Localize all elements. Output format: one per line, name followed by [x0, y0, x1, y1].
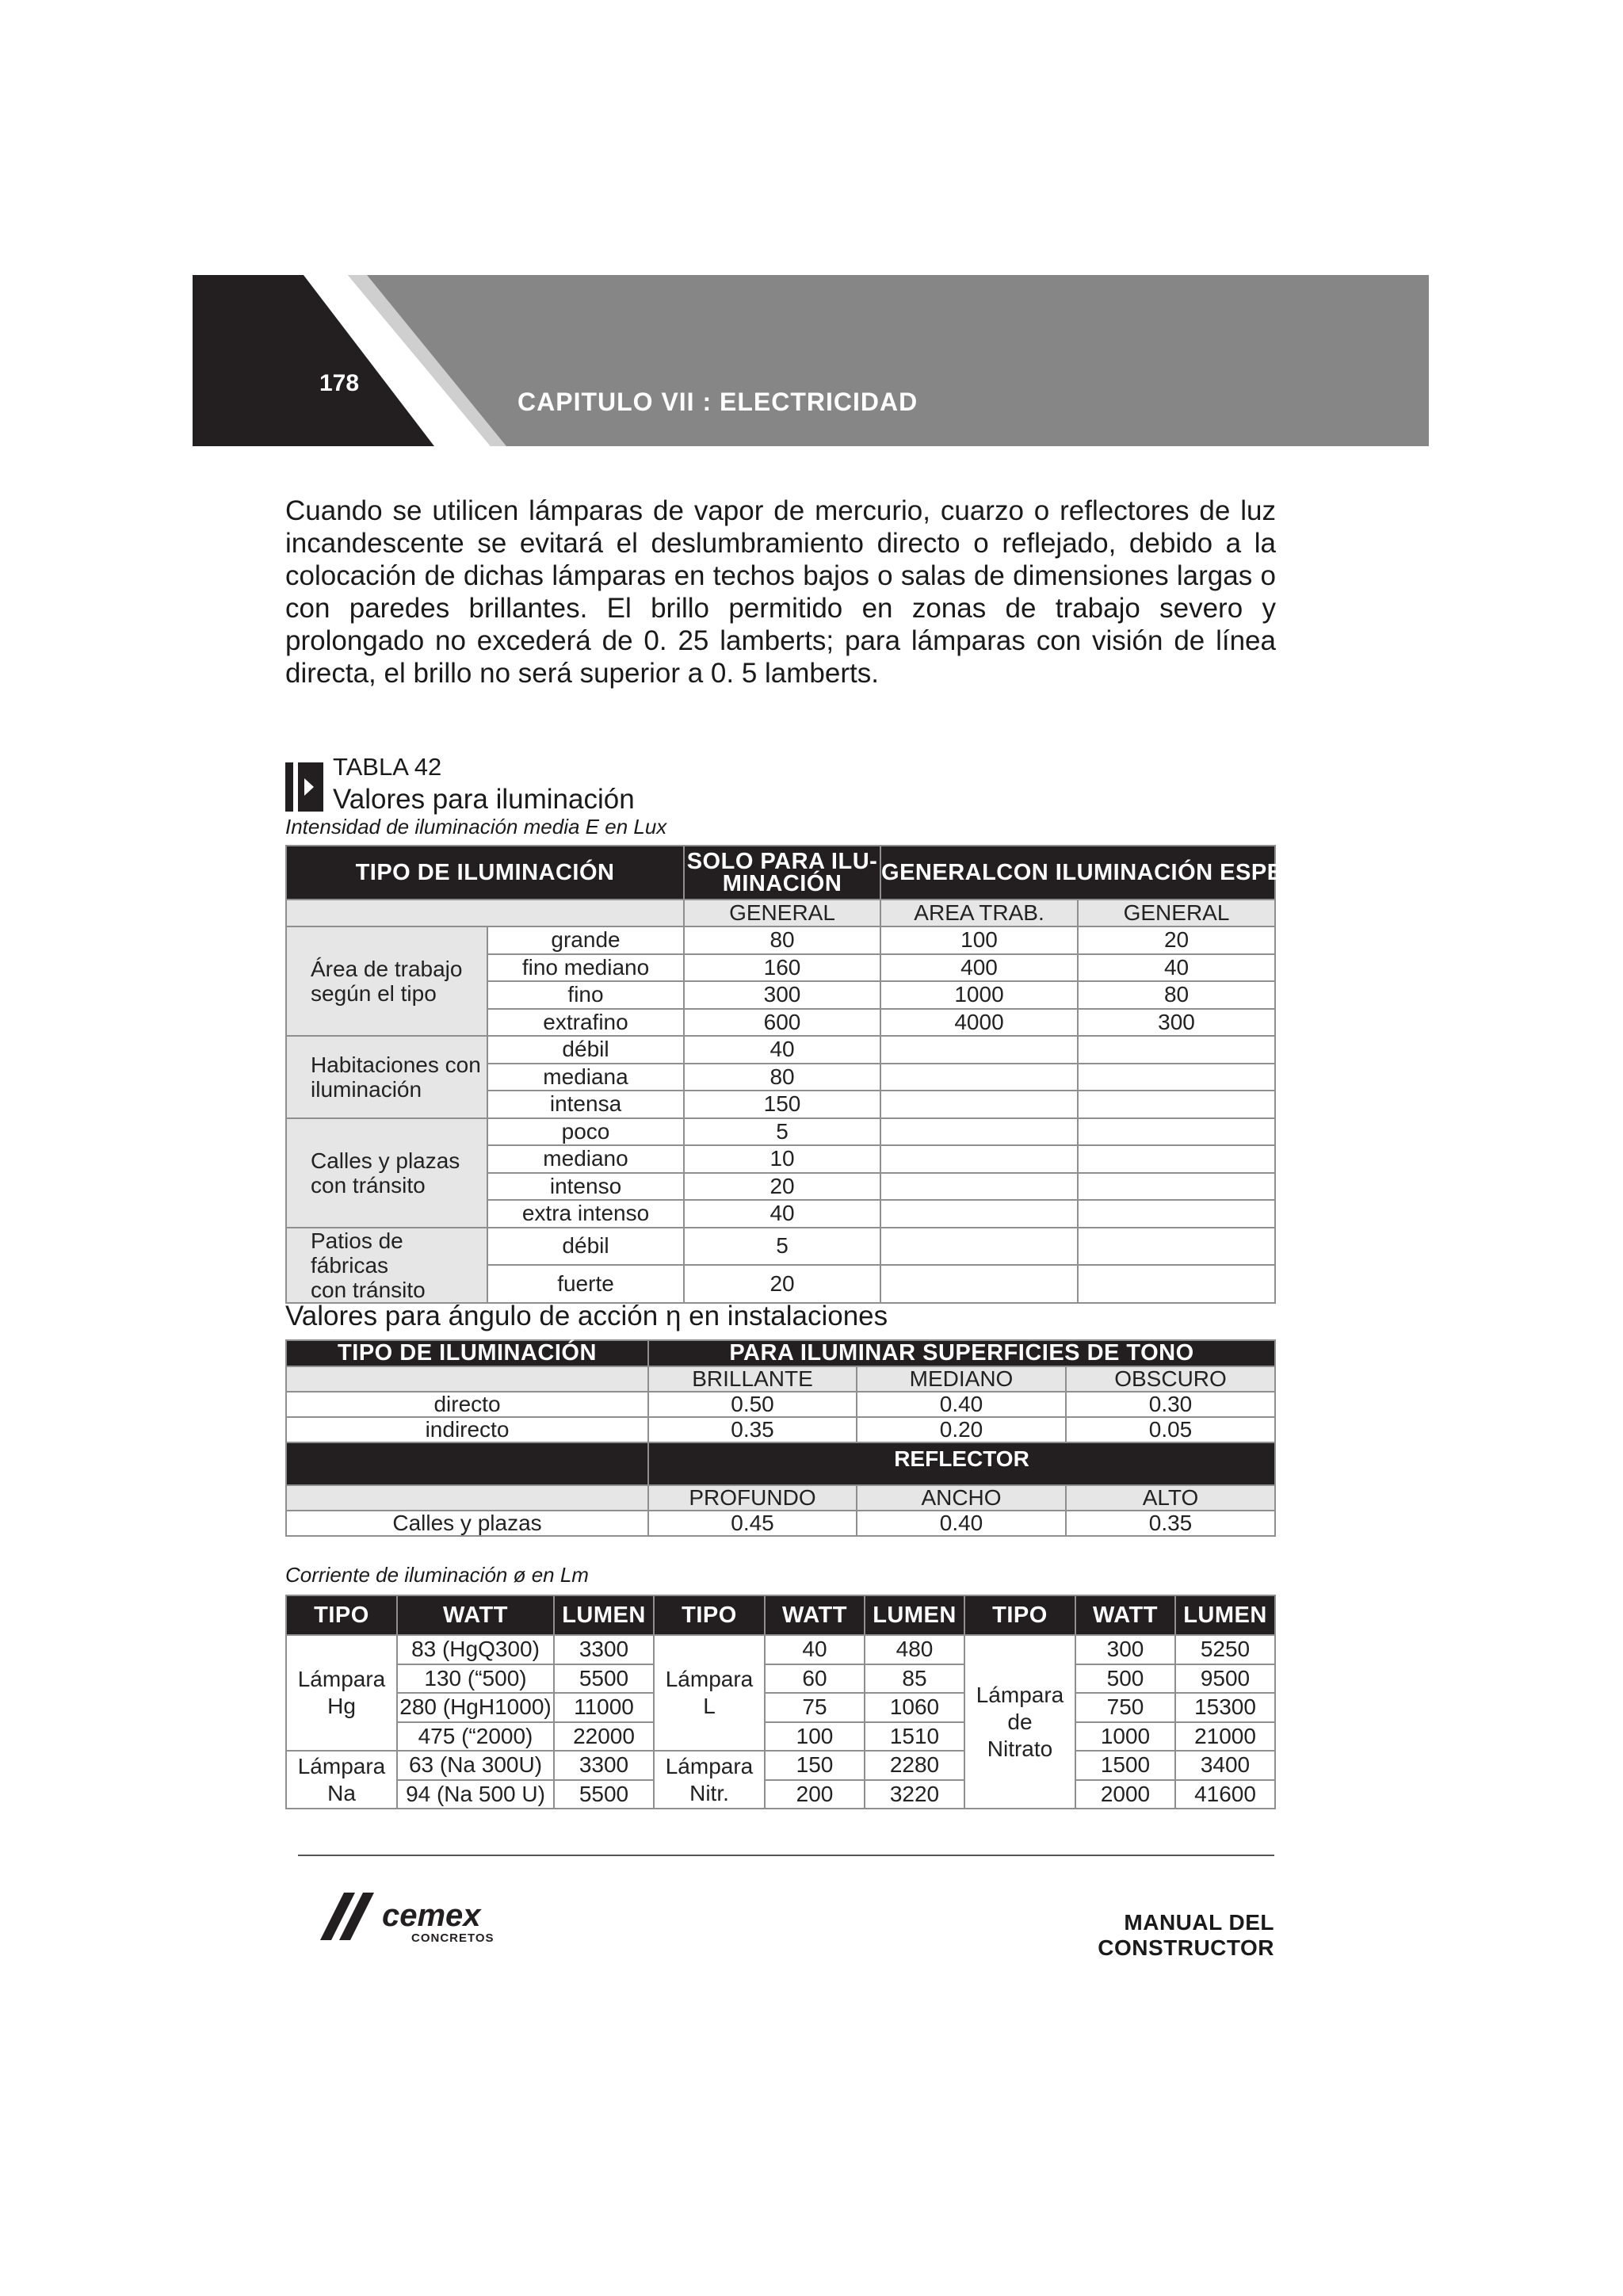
- cemex-logo: [320, 1893, 526, 1943]
- group-label-area-trabajo: [286, 926, 487, 1036]
- lumen-cell: 480: [865, 1635, 964, 1664]
- group-label-line1: Calles y plazas: [311, 1148, 460, 1173]
- lamp-type-line2: Nitr.: [689, 1780, 729, 1805]
- sub-type-cell: fino mediano: [487, 954, 684, 982]
- header-lumen: LUMEN: [554, 1595, 654, 1635]
- header-lumen: LUMEN: [1175, 1595, 1275, 1635]
- sub-type-cell: extra intenso: [487, 1200, 684, 1228]
- subheader-obscuro: OBSCURO: [1066, 1366, 1275, 1392]
- solo-value-cell: 20: [684, 1265, 880, 1303]
- lamp-type-nitrato: [964, 1635, 1075, 1809]
- page-number: 178: [319, 370, 360, 396]
- header-watt: WATT: [1075, 1595, 1175, 1635]
- table-row: [286, 1036, 1275, 1064]
- area-value-cell: [880, 1091, 1078, 1118]
- table-label: TABLA 42: [333, 753, 442, 781]
- table-row: [286, 1751, 1275, 1780]
- area-value-cell: 1000: [880, 981, 1078, 1009]
- footer-divider: [298, 1855, 1274, 1856]
- header-watt: WATT: [397, 1595, 554, 1635]
- group-label-line2: iluminación: [311, 1076, 422, 1102]
- value-cell: 0.05: [1066, 1417, 1275, 1442]
- header-tipo: TIPO: [286, 1595, 397, 1635]
- group-label-line2: con tránsito: [311, 1277, 426, 1302]
- header-para-iluminar: PARA ILUMINAR SUPERFICIES DE TONO: [648, 1340, 1275, 1366]
- solo-value-cell: 160: [684, 954, 880, 982]
- watt-cell: 60: [765, 1664, 865, 1694]
- group-label-calles: [286, 1118, 487, 1228]
- value-cell: 0.20: [857, 1417, 1066, 1442]
- table-subheader-row: [286, 900, 1275, 926]
- value-cell: 0.40: [857, 1392, 1066, 1417]
- lamp-type-hg: [286, 1635, 397, 1751]
- lamp-type-line2: Hg: [327, 1694, 356, 1718]
- watt-cell: 300: [1075, 1635, 1175, 1664]
- header-diagonal-graphic: [193, 275, 1429, 446]
- lamp-type-na: [286, 1751, 397, 1809]
- solo-value-cell: 600: [684, 1009, 880, 1037]
- subheader-empty: [286, 1366, 648, 1392]
- lamp-type-line2: L: [703, 1694, 716, 1718]
- angle-table-title: Valores para ángulo de acción η en instalaciones: [285, 1301, 888, 1331]
- table-row: [286, 1780, 1275, 1809]
- lumen-cell: 3300: [554, 1751, 654, 1780]
- value-cell: 0.35: [648, 1417, 857, 1442]
- lumen-cell: 1060: [865, 1693, 964, 1722]
- lumen-cell: 9500: [1175, 1664, 1275, 1694]
- lamp-type-line2: de: [1007, 1709, 1033, 1734]
- lumen-cell: 5500: [554, 1780, 654, 1809]
- area-value-cell: [880, 1036, 1078, 1064]
- table-title: Valores para iluminación: [333, 784, 635, 815]
- table-header-row: [286, 1595, 1275, 1635]
- reflector-empty: [286, 1442, 648, 1485]
- value-cell: 0.45: [648, 1511, 857, 1536]
- general-value-cell: 80: [1078, 981, 1275, 1009]
- header-watt: WATT: [765, 1595, 865, 1635]
- area-value-cell: [880, 1145, 1078, 1173]
- area-value-cell: [880, 1200, 1078, 1228]
- lamp-type-line2: Na: [327, 1780, 356, 1805]
- solo-value-cell: 150: [684, 1091, 880, 1118]
- lamp-type-line1: Lámpara: [976, 1682, 1064, 1707]
- watt-cell: 475 (“2000): [397, 1722, 554, 1752]
- table-row: [286, 1417, 1275, 1442]
- solo-value-cell: 10: [684, 1145, 880, 1173]
- header-tipo: TIPO: [964, 1595, 1075, 1635]
- table-row: [286, 1635, 1275, 1664]
- watt-cell: 63 (Na 300U): [397, 1751, 554, 1780]
- table-row: [286, 1722, 1275, 1752]
- sub-type-cell: mediana: [487, 1064, 684, 1091]
- subheader-alto: ALTO: [1066, 1485, 1275, 1511]
- subheader-general-2: GENERAL: [1078, 900, 1275, 926]
- solo-value-cell: 80: [684, 926, 880, 954]
- solo-value-cell: 40: [684, 1036, 880, 1064]
- table-row: [286, 1511, 1275, 1536]
- watt-cell: 94 (Na 500 U): [397, 1780, 554, 1809]
- solo-value-cell: 40: [684, 1200, 880, 1228]
- sub-type-cell: grande: [487, 926, 684, 954]
- table-subheader-row: [286, 1366, 1275, 1392]
- lumen-cell: 5250: [1175, 1635, 1275, 1664]
- group-label-line1: Habitaciones con: [311, 1052, 481, 1077]
- general-value-cell: [1078, 1036, 1275, 1064]
- sub-type-cell: débil: [487, 1036, 684, 1064]
- watt-cell: 500: [1075, 1664, 1175, 1694]
- area-value-cell: 4000: [880, 1009, 1078, 1037]
- lumen-cell: 2280: [865, 1751, 964, 1780]
- sub-type-cell: poco: [487, 1118, 684, 1146]
- header-reflector: REFLECTOR: [648, 1442, 1275, 1485]
- lumen-cell: 3300: [554, 1635, 654, 1664]
- table-row: [286, 1392, 1275, 1417]
- header-general-especial: GENERALCON ILUMINACIÓN ESPECIAL: [880, 846, 1275, 900]
- solo-value-cell: 5: [684, 1118, 880, 1146]
- group-label-line2: según el tipo: [311, 981, 437, 1006]
- table-row: [286, 1228, 1275, 1266]
- row-label-indirecto: indirecto: [286, 1417, 648, 1442]
- action-angle-table: [285, 1339, 1276, 1537]
- illumination-lux-table: [285, 845, 1338, 1304]
- subheader-profundo: PROFUNDO: [648, 1485, 857, 1511]
- lamp-type-line1: Lámpara: [297, 1753, 386, 1778]
- group-label-line2: con tránsito: [311, 1172, 426, 1198]
- header-solo: [684, 846, 880, 900]
- value-cell: 0.35: [1066, 1511, 1275, 1536]
- sub-type-cell: débil: [487, 1228, 684, 1266]
- row-label-calles: Calles y plazas: [286, 1511, 648, 1536]
- area-value-cell: [880, 1228, 1078, 1266]
- general-value-cell: [1078, 1064, 1275, 1091]
- area-value-cell: 100: [880, 926, 1078, 954]
- manual-title: MANUAL DEL CONSTRUCTOR: [1098, 1910, 1274, 1960]
- solo-value-cell: 80: [684, 1064, 880, 1091]
- lumen-cell: 22000: [554, 1722, 654, 1752]
- row-label-directo: directo: [286, 1392, 648, 1417]
- intro-paragraph: Cuando se utilicen lámparas de vapor de mercurio, cuarzo o reflectores de luz incandescente se evitará el deslumbramiento directo o reflejado, debido a la colocación de dichas lámparas en techos bajos o salas de dimensiones largas o con paredes brillantes. El brillo permitido en zonas de trabajo severo y prolongado no excederá de 0. 25 lamberts; para lámparas con visión de línea directa, el brillo no será superior a 0. 5 lamberts.: [285, 495, 1276, 689]
- watt-cell: 40: [765, 1635, 865, 1664]
- lumen-cell: 21000: [1175, 1722, 1275, 1752]
- watt-cell: 75: [765, 1693, 865, 1722]
- subheader-general: GENERAL: [684, 900, 880, 926]
- general-value-cell: [1078, 1145, 1275, 1173]
- table-row: [286, 1118, 1275, 1146]
- lamp-type-l: [654, 1635, 765, 1751]
- lumen-cell: 11000: [554, 1693, 654, 1722]
- table-row: [286, 1693, 1275, 1722]
- lumen-cell: 3220: [865, 1780, 964, 1809]
- table-row: [286, 1664, 1275, 1694]
- lamp-type-nitr: [654, 1751, 765, 1809]
- area-value-cell: 400: [880, 954, 1078, 982]
- lumen-cell: 5500: [554, 1664, 654, 1694]
- watt-cell: 2000: [1075, 1780, 1175, 1809]
- chapter-header: [193, 275, 1429, 446]
- group-label-patios: [286, 1228, 487, 1303]
- watt-cell: 280 (HgH1000): [397, 1693, 554, 1722]
- lamp-type-line1: Lámpara: [665, 1667, 754, 1691]
- subheader-area-trab: AREA TRAB.: [880, 900, 1078, 926]
- watt-cell: 100: [765, 1722, 865, 1752]
- subheader-brillante: BRILLANTE: [648, 1366, 857, 1392]
- group-label-line1: Patios de fábricas: [311, 1228, 403, 1278]
- table-subheader-row: [286, 1485, 1275, 1511]
- lamp-type-line3: Nitrato: [987, 1736, 1053, 1761]
- value-cell: 0.50: [648, 1392, 857, 1417]
- sub-type-cell: intensa: [487, 1091, 684, 1118]
- general-value-cell: [1078, 1091, 1275, 1118]
- logo-subtitle: CONCRETOS: [411, 1931, 495, 1945]
- value-cell: 0.30: [1066, 1392, 1275, 1417]
- header-solo-line1: SOLO PARA ILU-: [686, 849, 878, 874]
- area-value-cell: [880, 1064, 1078, 1091]
- header-tipo: TIPO: [654, 1595, 765, 1635]
- lumen-cell: 85: [865, 1664, 964, 1694]
- subheader-ancho: ANCHO: [857, 1485, 1066, 1511]
- lamp-type-line1: Lámpara: [665, 1753, 754, 1778]
- subheader-empty: [286, 1485, 648, 1511]
- area-value-cell: [880, 1265, 1078, 1303]
- sub-type-cell: fino: [487, 981, 684, 1009]
- header-tipo: TIPO DE ILUMINACIÓN: [286, 1340, 648, 1366]
- watt-cell: 200: [765, 1780, 865, 1809]
- lumen-cell: 41600: [1175, 1780, 1275, 1809]
- general-value-cell: 40: [1078, 954, 1275, 982]
- sub-type-cell: extrafino: [487, 1009, 684, 1037]
- watt-cell: 150: [765, 1751, 865, 1780]
- sub-type-cell: intenso: [487, 1173, 684, 1201]
- table-marker-icon: [285, 762, 323, 812]
- header-lumen: LUMEN: [865, 1595, 964, 1635]
- subheader-empty: [286, 900, 684, 926]
- lumen-table: [285, 1595, 1276, 1809]
- general-value-cell: 300: [1078, 1009, 1275, 1037]
- lumen-cell: 3400: [1175, 1751, 1275, 1780]
- header-solo-line2: MINACIÓN: [722, 871, 842, 896]
- solo-value-cell: 20: [684, 1173, 880, 1201]
- caption-lux: Intensidad de iluminación media E en Lux: [285, 815, 667, 839]
- solo-value-cell: 5: [684, 1228, 880, 1266]
- watt-cell: 130 (“500): [397, 1664, 554, 1694]
- logo-wordmark: cemex: [382, 1898, 481, 1933]
- watt-cell: 83 (HgQ300): [397, 1635, 554, 1664]
- lamp-type-line1: Lámpara: [297, 1667, 386, 1691]
- group-label-habitaciones: [286, 1036, 487, 1118]
- solo-value-cell: 300: [684, 981, 880, 1009]
- watt-cell: 1500: [1075, 1751, 1175, 1780]
- general-value-cell: [1078, 1118, 1275, 1146]
- area-value-cell: [880, 1118, 1078, 1146]
- area-value-cell: [880, 1173, 1078, 1201]
- table-header-row: [286, 846, 1275, 900]
- value-cell: 0.40: [857, 1511, 1066, 1536]
- general-value-cell: [1078, 1265, 1275, 1303]
- watt-cell: 1000: [1075, 1722, 1175, 1752]
- table-header-row: [286, 1340, 1275, 1366]
- watt-cell: 750: [1075, 1693, 1175, 1722]
- general-value-cell: [1078, 1173, 1275, 1201]
- caption-lumen: Corriente de iluminación ø en Lm: [285, 1563, 589, 1587]
- lumen-cell: 15300: [1175, 1693, 1275, 1722]
- subheader-mediano: MEDIANO: [857, 1366, 1066, 1392]
- chapter-title: CAPITULO VII : ELECTRICIDAD: [517, 388, 918, 416]
- lumen-cell: 1510: [865, 1722, 964, 1752]
- group-label-line1: Área de trabajo: [311, 957, 463, 981]
- table-header-row: [286, 1442, 1275, 1485]
- header-tipo: TIPO DE ILUMINACIÓN: [286, 846, 684, 900]
- general-value-cell: [1078, 1228, 1275, 1266]
- general-value-cell: 20: [1078, 926, 1275, 954]
- table-row: [286, 926, 1275, 954]
- sub-type-cell: mediano: [487, 1145, 684, 1173]
- general-value-cell: [1078, 1200, 1275, 1228]
- sub-type-cell: fuerte: [487, 1265, 684, 1303]
